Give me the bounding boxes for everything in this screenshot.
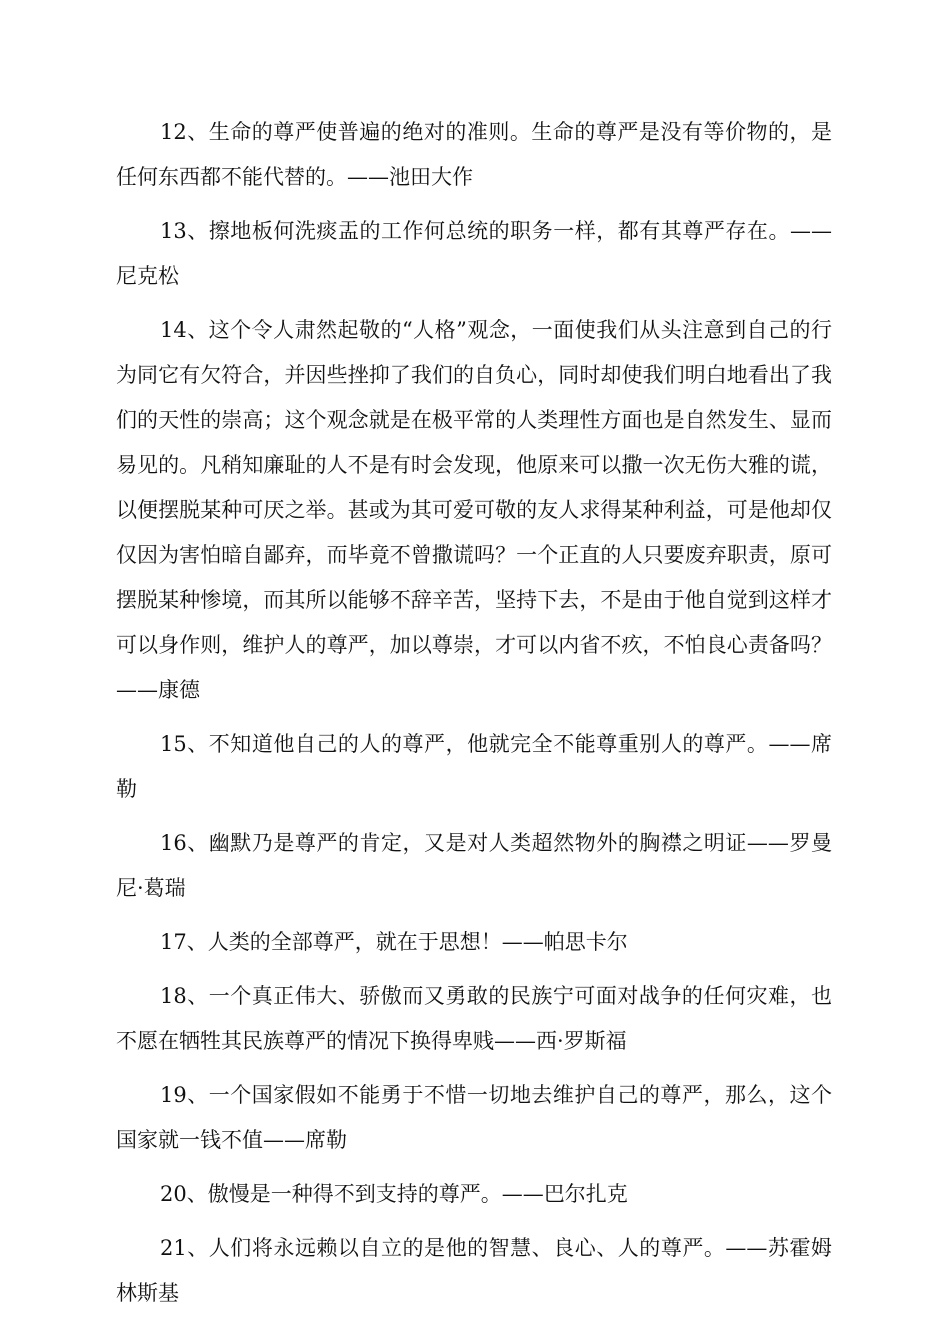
quote-19: 19、一个国家假如不能勇于不惜一切地去维护自己的尊严，那么，这个国家就一钱不值——席勒 [116, 1083, 832, 1152]
quote-17: 17、人类的全部尊严，就在于思想！——帕思卡尔 [160, 930, 628, 954]
quote-20: 20、傲慢是一种得不到支持的尊严。——巴尔扎克 [160, 1182, 628, 1206]
quote-15: 15、不知道他自己的人的尊严，他就完全不能尊重别人的尊严。——席勒 [116, 732, 832, 801]
quote-16: 16、幽默乃是尊严的肯定，又是对人类超然物外的胸襟之明证——罗曼尼·葛瑞 [116, 831, 832, 900]
quote-13: 13、擦地板何洗痰盂的工作何总统的职务一样，都有其尊严存在。——尼克松 [116, 219, 832, 288]
quote-list [116, 110, 832, 1325]
quote-12: 12、生命的尊严使普遍的绝对的准则。生命的尊严是没有等价物的，是任何东西都不能代替的。——池田大作 [116, 120, 832, 189]
quote-18: 18、一个真正伟大、骄傲而又勇敢的民族宁可面对战争的任何灾难，也不愿在牺牲其民族尊严的情况下换得卑贱——西·罗斯福 [116, 984, 832, 1053]
quote-14: 14、这个令人肃然起敬的“人格”观念，一面使我们从头注意到自己的行为同它有欠符合，并因些挫抑了我们的自负心，同时却使我们明白地看出了我们的天性的崇高；这个观念就是在极平常的人类理性方面也是自然发生、显而易见的。凡稍知廉耻的人不是有时会发现，他原来可以撒一次无伤大雅的谎，以便摆脱某种可厌之举。甚或为其可爱可敬的友人求得某种利益，可是他却仅仅因为害怕暗自鄙弃，而毕竟不曾撒谎吗？一个正直的人只要废弃职责，原可摆脱某种惨境，而其所以能够不辞辛苦，坚持下去，不是由于他自觉到这样才可以身作则，维护人的尊严，加以尊崇，才可以内省不疚，不怕良心责备吗？——康德 [116, 318, 832, 702]
quote-21: 21、人们将永远赖以自立的是他的智慧、良心、人的尊严。——苏霍姆林斯基 [116, 1236, 832, 1305]
